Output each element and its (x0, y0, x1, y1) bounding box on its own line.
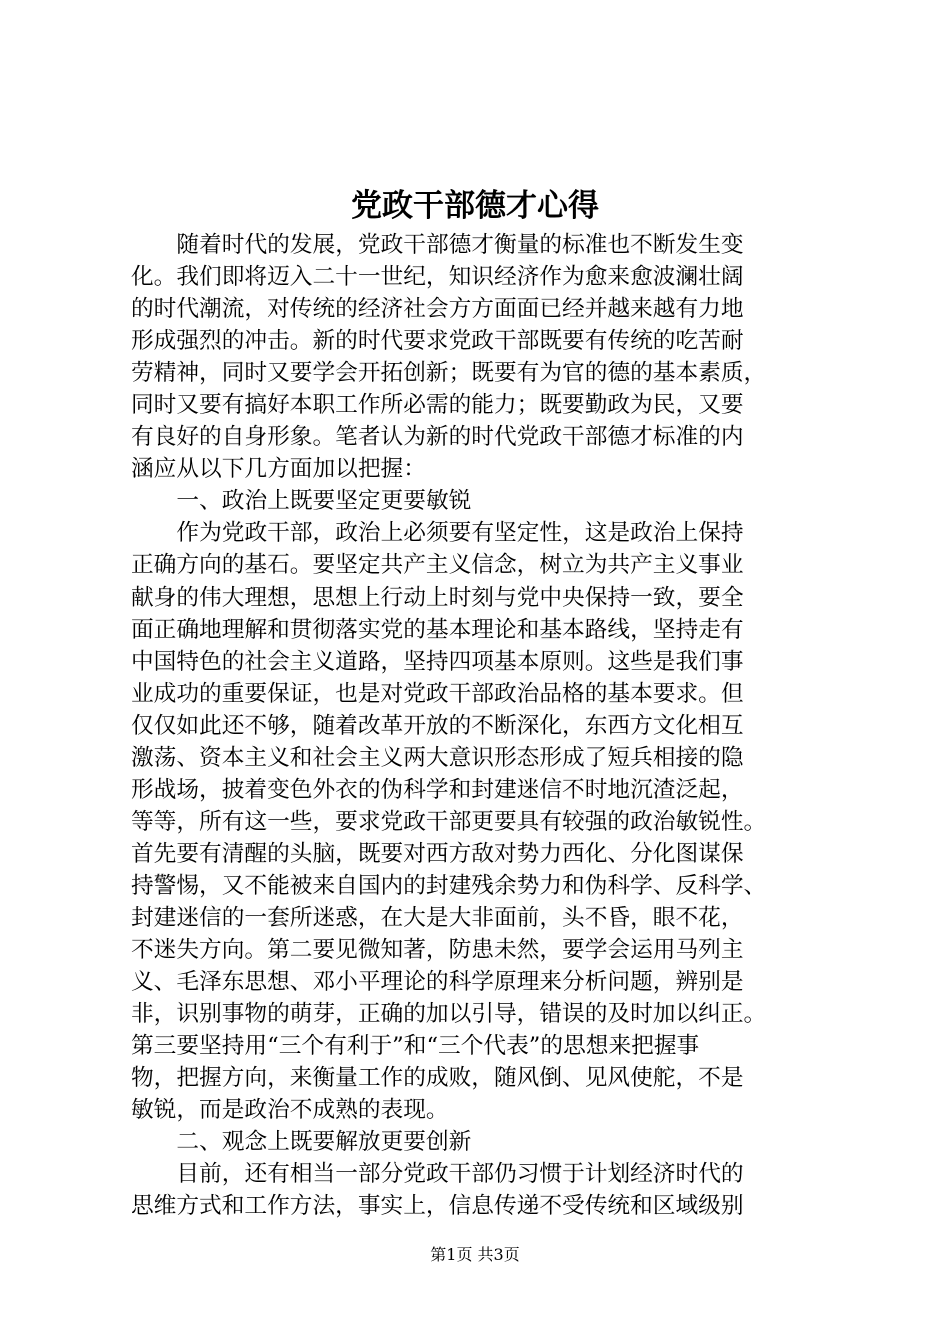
text-line: 涵应从以下几方面加以把握： (131, 456, 426, 483)
text-line: 激荡、资本主义和社会主义两大意识形态形成了短兵相接的隐 (131, 744, 744, 771)
text-line: 不迷失方向。第二要见微知著，防患未然，要学会运用马列主 (131, 937, 744, 964)
text-line: 等等，所有这一些，要求党政干部更要具有较强的政治敏锐性。 (131, 808, 767, 835)
body-paragraph (131, 517, 831, 1126)
text-line: 仅仅如此还不够，随着改革开放的不断深化，东西方文化相互 (131, 712, 744, 739)
section-heading (131, 485, 831, 517)
section-heading (131, 1126, 831, 1158)
text-line: 封建迷信的一套所迷惑，在大是大非面前，头不昏，眼不花， (131, 904, 744, 931)
text-line: 二、观念上既要解放更要创新 (176, 1129, 472, 1156)
text-line: 献身的伟大理想，思想上行动上时刻与党中央保持一致，要全 (131, 584, 744, 611)
text-line: 化。我们即将迈入二十一世纪，知识经济作为愈来愈波澜壮阔 (131, 264, 744, 291)
page-footer: 第1页 共3页 (430, 1245, 520, 1264)
text-line: 中国特色的社会主义道路，坚持四项基本原则。这些是我们事 (131, 648, 744, 675)
text-line: 形战场，披着变色外衣的伪科学和封建迷信不时地沉渣泛起， (131, 776, 744, 803)
text-line: 思维方式和工作方法，事实上，信息传递不受传统和区域级别 (131, 1193, 744, 1220)
text-line: 第三要坚持用“三个有利于”和“三个代表”的思想来把握事 (131, 1033, 700, 1060)
text-line: 业成功的重要保证，也是对党政干部政治品格的基本要求。但 (131, 680, 744, 707)
body-paragraph (131, 1158, 831, 1222)
text-line: 首先要有清醒的头脑，既要对西方敌对势力西化、分化图谋保 (131, 840, 744, 867)
document-title: 党政干部德才心得 (351, 188, 599, 224)
text-line: 敏锐，而是政治不成熟的表现。 (131, 1097, 449, 1124)
text-line: 物，把握方向，来衡量工作的成败，随风倒、见风使舵，不是 (131, 1065, 744, 1092)
text-line: 作为党政干部，政治上必须要有坚定性，这是政治上保持 (176, 520, 744, 547)
text-line: 的时代潮流，对传统的经济社会方方面面已经并越来越有力地 (131, 296, 744, 323)
text-line: 非，识别事物的萌芽，正确的加以引导，错误的及时加以纠正。 (131, 1001, 767, 1028)
document-body (131, 229, 831, 1222)
text-line: 持警惕，又不能被来自国内的封建残余势力和伪科学、反科学、 (131, 872, 767, 899)
text-line: 劳精神，同时又要学会开拓创新；既要有为官的德的基本素质， (131, 360, 767, 387)
text-line: 义、毛泽东思想、邓小平理论的科学原理来分析问题，辨别是 (131, 969, 744, 996)
text-line: 正确方向的基石。要坚定共产主义信念，树立为共产主义事业 (131, 552, 744, 579)
text-line: 目前，还有相当一部分党政干部仍习惯于计划经济时代的 (176, 1161, 744, 1188)
text-line: 面正确地理解和贯彻落实党的基本理论和基本路线，坚持走有 (131, 616, 744, 643)
body-paragraph (131, 229, 831, 485)
text-line: 有良好的自身形象。笔者认为新的时代党政干部德才标准的内 (131, 424, 744, 451)
text-line: 形成强烈的冲击。新的时代要求党政干部既要有传统的吃苦耐 (131, 328, 744, 355)
text-line: 随着时代的发展，党政干部德才衡量的标准也不断发生变 (176, 232, 744, 258)
text-line: 同时又要有搞好本职工作所必需的能力；既要勤政为民，又要 (131, 392, 744, 419)
text-line: 一、政治上既要坚定更要敏锐 (176, 488, 472, 515)
